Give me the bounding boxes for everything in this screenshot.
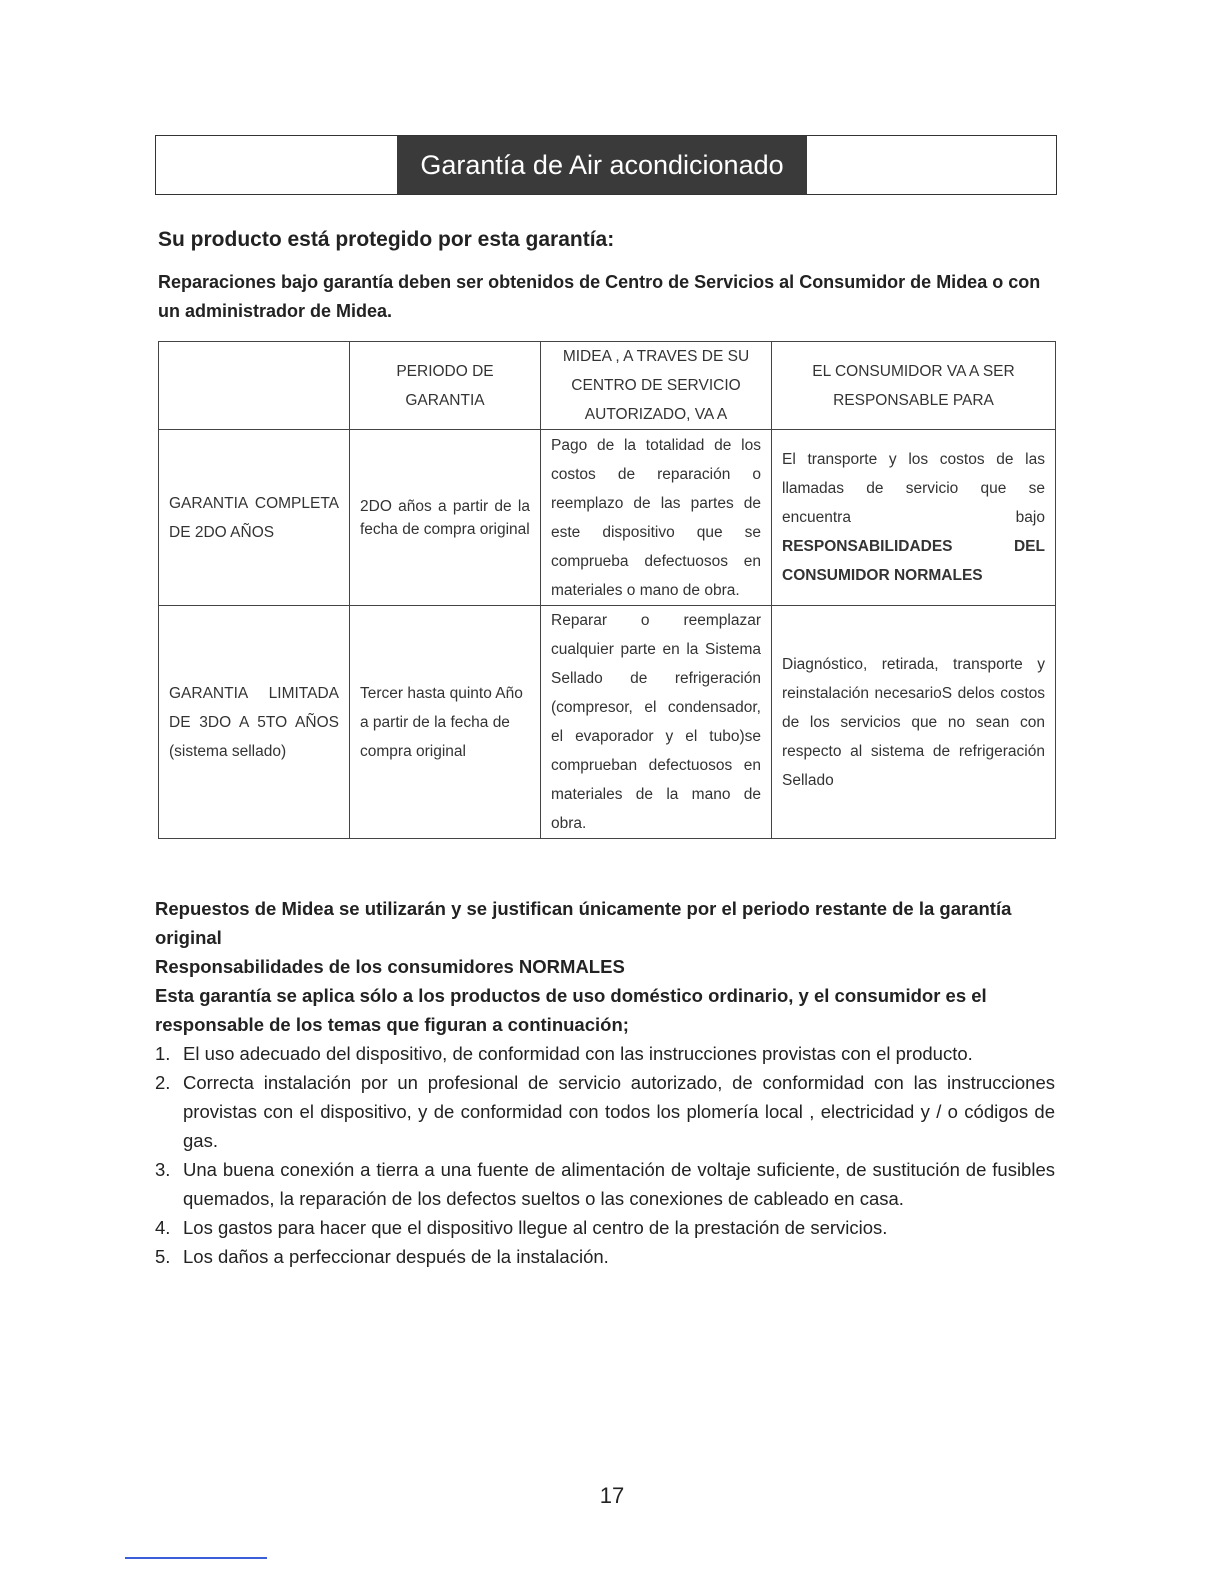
warranty-type-cell: GARANTIA LIMITADA DE 3DO A 5TO AÑOS (sistema sellado) [159, 606, 350, 839]
header-cell-midea: MIDEA , A TRAVES DE SU CENTRO DE SERVICIO AUTORIZADO, VA A [541, 342, 772, 430]
footer-rule [125, 1557, 267, 1559]
list-number: 4. [155, 1217, 171, 1238]
responsibilities-list [155, 1039, 1055, 1271]
list-text: Los daños a perfeccionar después de la instalación. [183, 1246, 609, 1267]
list-text: El uso adecuado del dispositivo, de conformidad con las instrucciones provistas con el producto. [183, 1043, 973, 1064]
list-item [155, 1039, 1055, 1068]
page-title: Garantía de Air acondicionado [397, 136, 807, 194]
title-box [155, 135, 1057, 195]
table-header-row [159, 342, 1056, 430]
list-number: 3. [155, 1159, 171, 1180]
list-number: 1. [155, 1043, 171, 1064]
midea-coverage-cell: Pago de la totalidad de los costos de reparación o reemplazo de las partes de este dispositivo que se comprueba defectuosos en materiales o mano de obra. [541, 430, 772, 606]
header-cell-consumer: EL CONSUMIDOR VA A SER RESPONSABLE PARA [772, 342, 1056, 430]
header-cell-empty [159, 342, 350, 430]
list-item [155, 1242, 1055, 1271]
list-number: 5. [155, 1246, 171, 1267]
responsibilities-heading: Responsabilidades de los consumidores NORMALES [155, 956, 625, 977]
list-item [155, 1213, 1055, 1242]
midea-coverage-cell: Reparar o reemplazar cualquier parte en la Sistema Sellado de refrigeración (compresor, el condensador, el evaporador y el tubo)se comprueban defectuosos en materiales de la mano de obra. [541, 606, 772, 839]
list-item [155, 1068, 1055, 1155]
list-number: 2. [155, 1072, 171, 1093]
consumer-responsibility-cell: Diagnóstico, retirada, transporte y reinstalación necesarioS delos costos de los servicios que no sean con respecto al sistema de refrigeración Sellado [772, 606, 1056, 839]
responsibilities-section [155, 894, 1055, 1271]
list-text: Los gastos para hacer que el dispositivo llegue al centro de la prestación de servicios. [183, 1217, 888, 1238]
list-text: Correcta instalación por un profesional de servicio autorizado, de conformidad con las instrucciones provistas con el dispositivo, y de conformidad con todos los plomería local , electricidad y / o códigos de gas. [183, 1072, 1055, 1151]
warranty-period-cell: 2DO años a partir de la fecha de compra original [350, 430, 541, 606]
warranty-period-cell: Tercer hasta quinto Año a partir de la fecha de compra original [350, 606, 541, 839]
section-heading: Su producto está protegido por esta garantía: [158, 228, 615, 251]
list-item [155, 1155, 1055, 1213]
warranty-type-cell: GARANTIA COMPLETA DE 2DO AÑOS [159, 430, 350, 606]
table-row [159, 606, 1056, 839]
scope-note: Esta garantía se aplica sólo a los productos de uso doméstico ordinario, y el consumidor es el responsable de los temas que figuran a continuación; [155, 985, 987, 1035]
table-row [159, 430, 1056, 606]
page-number: 17 [599, 1483, 625, 1508]
consumer-responsibility-bold: RESPONSABILIDADES DEL CONSUMIDOR NORMALES [782, 538, 1045, 584]
consumer-responsibility-cell [772, 430, 1056, 606]
header-cell-period: PERIODO DE GARANTIA [350, 342, 541, 430]
consumer-responsibility-text: El transporte y los costos de las llamadas de servicio que se encuentra bajo [782, 451, 1045, 526]
warranty-table [158, 341, 1056, 839]
intro-paragraph: Reparaciones bajo garantía deben ser obtenidos de Centro de Servicios al Consumidor de Midea o con un administrador de Midea. [158, 272, 1041, 321]
parts-note: Repuestos de Midea se utilizarán y se justifican únicamente por el periodo restante de la garantía original [155, 898, 1012, 948]
list-text: Una buena conexión a tierra a una fuente de alimentación de voltaje suficiente, de sustitución de fusibles quemados, la reparación de los defectos sueltos o las conexiones de cableado en casa. [183, 1159, 1055, 1209]
